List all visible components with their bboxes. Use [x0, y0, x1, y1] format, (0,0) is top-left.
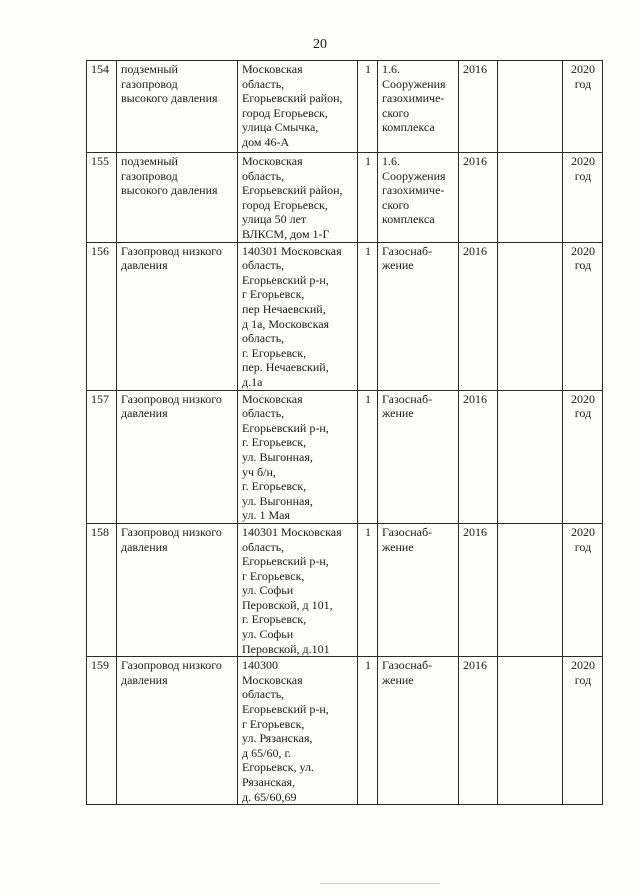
empty-cell [498, 523, 563, 656]
category-cell [378, 153, 459, 243]
cell-line: область, [242, 331, 285, 346]
cell-line: область, [242, 258, 285, 273]
cell-line: газопровод [121, 168, 178, 183]
cell-line: Егорьевск, ул. [242, 760, 314, 775]
cell-line: г. Егорьевск, [242, 479, 307, 494]
address-cell [238, 153, 358, 243]
cell-line: Егорьевский р-н, [242, 420, 329, 435]
row-number-cell: 157 [87, 390, 117, 523]
cell-line: Газоснаб- [382, 243, 433, 258]
cell-line: 1.6. [382, 62, 400, 76]
cell-line: газопровод [121, 76, 178, 91]
cell-line: область, [242, 76, 285, 91]
address-cell [238, 61, 358, 153]
registry-table [86, 60, 603, 805]
cell-line: улица 50 лет [242, 212, 307, 227]
quantity-cell: 1 [358, 61, 378, 153]
cell-line: Газопровод низкого [121, 524, 222, 539]
cell-line: Газопровод низкого [121, 243, 222, 258]
term-cell [563, 390, 603, 523]
category-cell [378, 61, 459, 153]
cell-line: год [574, 168, 592, 183]
empty-cell [498, 390, 563, 523]
cell-line: улица Смычка, [242, 120, 319, 135]
term-cell [563, 242, 603, 390]
row-number-cell: 155 [87, 153, 117, 243]
cell-line: Егорьевский р-н, [242, 554, 329, 569]
cell-line: г Егорьевск, [242, 716, 305, 731]
table-row [87, 242, 603, 390]
cell-line: комплекса [382, 212, 435, 227]
cell-line: Егорьевский район, [242, 91, 343, 106]
cell-line: Сооружения [382, 76, 446, 91]
cell-line: пер. Нечаевский, [242, 360, 329, 375]
year-cell: 2016 [459, 242, 498, 390]
address-cell [238, 657, 358, 805]
cell-line: г Егорьевск, [242, 287, 305, 302]
object-name-cell [117, 242, 238, 390]
cell-line: жение [382, 258, 414, 273]
object-name-cell [117, 657, 238, 805]
cell-line: город Егорьевск, [242, 105, 328, 120]
empty-cell [498, 153, 563, 243]
row-number-cell: 158 [87, 523, 117, 656]
cell-line: ул. Софьи [242, 627, 294, 642]
quantity-cell: 1 [358, 242, 378, 390]
cell-line: Сооружения [382, 168, 446, 183]
empty-cell [498, 657, 563, 805]
table-row [87, 61, 603, 153]
term-cell [563, 153, 603, 243]
row-number-cell: 156 [87, 242, 117, 390]
cell-line: Московская [242, 391, 303, 406]
cell-line: год [574, 258, 592, 273]
table-row [87, 153, 603, 243]
cell-line: город Егорьевск, [242, 197, 328, 212]
cell-line: ского [382, 105, 410, 120]
cell-line: уч б/н, [242, 464, 276, 479]
cell-line: Газопровод низкого [121, 658, 222, 673]
cell-line: жение [382, 406, 414, 421]
cell-line: ул. Выгонная, [242, 493, 313, 508]
term-cell [563, 657, 603, 805]
cell-line: пер Нечаевский, [242, 301, 326, 316]
cell-line: жение [382, 672, 414, 687]
cell-line: 1.6. [382, 154, 400, 168]
cell-line: давления [121, 406, 168, 421]
year-cell: 2016 [459, 657, 498, 805]
cell-line: давления [121, 539, 168, 554]
quantity-cell: 1 [358, 523, 378, 656]
quantity-cell: 1 [358, 153, 378, 243]
cell-line: комплекса [382, 120, 435, 135]
cell-line: 2020 [571, 62, 595, 76]
scan-artifact-line [320, 883, 440, 884]
year-cell: 2016 [459, 61, 498, 153]
cell-line: Газоснаб- [382, 658, 433, 673]
category-cell [378, 390, 459, 523]
cell-line: г Егорьевск, [242, 568, 305, 583]
cell-line: г. Егорьевск, [242, 435, 307, 450]
year-cell: 2016 [459, 390, 498, 523]
cell-line: ул. Софьи [242, 583, 294, 598]
quantity-cell: 1 [358, 390, 378, 523]
cell-line: жение [382, 539, 414, 554]
cell-line: давления [121, 258, 168, 273]
object-name-cell [117, 523, 238, 656]
cell-line: Егорьевский р-н, [242, 272, 329, 287]
cell-line: 2020 [571, 524, 595, 539]
empty-cell [498, 242, 563, 390]
cell-line: год [574, 672, 592, 687]
cell-line: Рязанская, [242, 775, 296, 789]
cell-line: д 65/60, г. [242, 745, 292, 760]
empty-cell [498, 61, 563, 153]
cell-line: год [574, 76, 592, 91]
row-number-cell: 159 [87, 657, 117, 805]
cell-line: ВЛКСМ, дом 1-Г [242, 226, 330, 241]
page-number: 20 [313, 37, 327, 52]
category-cell [378, 523, 459, 656]
object-name-cell [117, 390, 238, 523]
object-name-cell [117, 153, 238, 243]
cell-line: 2020 [571, 391, 595, 406]
table-row [87, 390, 603, 523]
year-cell: 2016 [459, 523, 498, 656]
cell-line: д 1а, Московская [242, 316, 330, 331]
cell-line: ул. Выгонная, [242, 449, 313, 464]
row-number-cell: 154 [87, 61, 117, 153]
category-cell [378, 657, 459, 805]
cell-line: год [574, 406, 592, 421]
term-cell [563, 523, 603, 656]
year-cell: 2016 [459, 153, 498, 243]
cell-line: высокого давления [121, 183, 218, 198]
cell-line: 2020 [571, 658, 595, 673]
category-cell [378, 242, 459, 390]
cell-line: ул. 1 Мая [242, 508, 290, 523]
cell-line: газохимиче- [382, 91, 445, 106]
cell-line: г. Егорьевск, [242, 612, 307, 627]
cell-line: г. Егорьевск, [242, 345, 307, 360]
object-name-cell [117, 61, 238, 153]
cell-line: 140301 Московская [242, 524, 342, 539]
cell-line: подземный [121, 62, 178, 76]
cell-line: Егорьевский район, [242, 183, 343, 198]
cell-line: область, [242, 406, 285, 421]
cell-line: Перовской, д.101 [242, 641, 330, 656]
cell-line: подземный [121, 154, 178, 168]
cell-line: Московская [242, 62, 303, 76]
cell-line: Московская [242, 672, 303, 687]
cell-line: 140301 Московская [242, 243, 342, 258]
cell-line: область, [242, 168, 285, 183]
cell-line: Егорьевский р-н, [242, 702, 329, 717]
term-cell [563, 61, 603, 153]
cell-line: Московская [242, 154, 303, 168]
cell-line: д. 65/60,69 [242, 789, 297, 804]
cell-line: высокого давления [121, 91, 218, 106]
cell-line: 2020 [571, 243, 595, 258]
cell-line: Перовской, д 101, [242, 597, 333, 612]
address-cell [238, 390, 358, 523]
cell-line: Газопровод низкого [121, 391, 222, 406]
cell-line: д.1а [242, 374, 263, 389]
quantity-cell: 1 [358, 657, 378, 805]
cell-line: газохимиче- [382, 183, 445, 198]
cell-line: область, [242, 539, 285, 554]
cell-line: год [574, 539, 592, 554]
cell-line: Газоснаб- [382, 524, 433, 539]
address-cell [238, 242, 358, 390]
cell-line: 2020 [571, 154, 595, 168]
address-cell [238, 523, 358, 656]
cell-line: ского [382, 197, 410, 212]
cell-line: давления [121, 672, 168, 687]
cell-line: ул. Рязанская, [242, 731, 313, 746]
cell-line: 140300 [242, 658, 278, 673]
table-row [87, 523, 603, 656]
cell-line: Газоснаб- [382, 391, 433, 406]
table-row [87, 657, 603, 805]
table-body [87, 61, 603, 805]
cell-line: дом 46-А [242, 134, 290, 149]
cell-line: область, [242, 687, 285, 702]
